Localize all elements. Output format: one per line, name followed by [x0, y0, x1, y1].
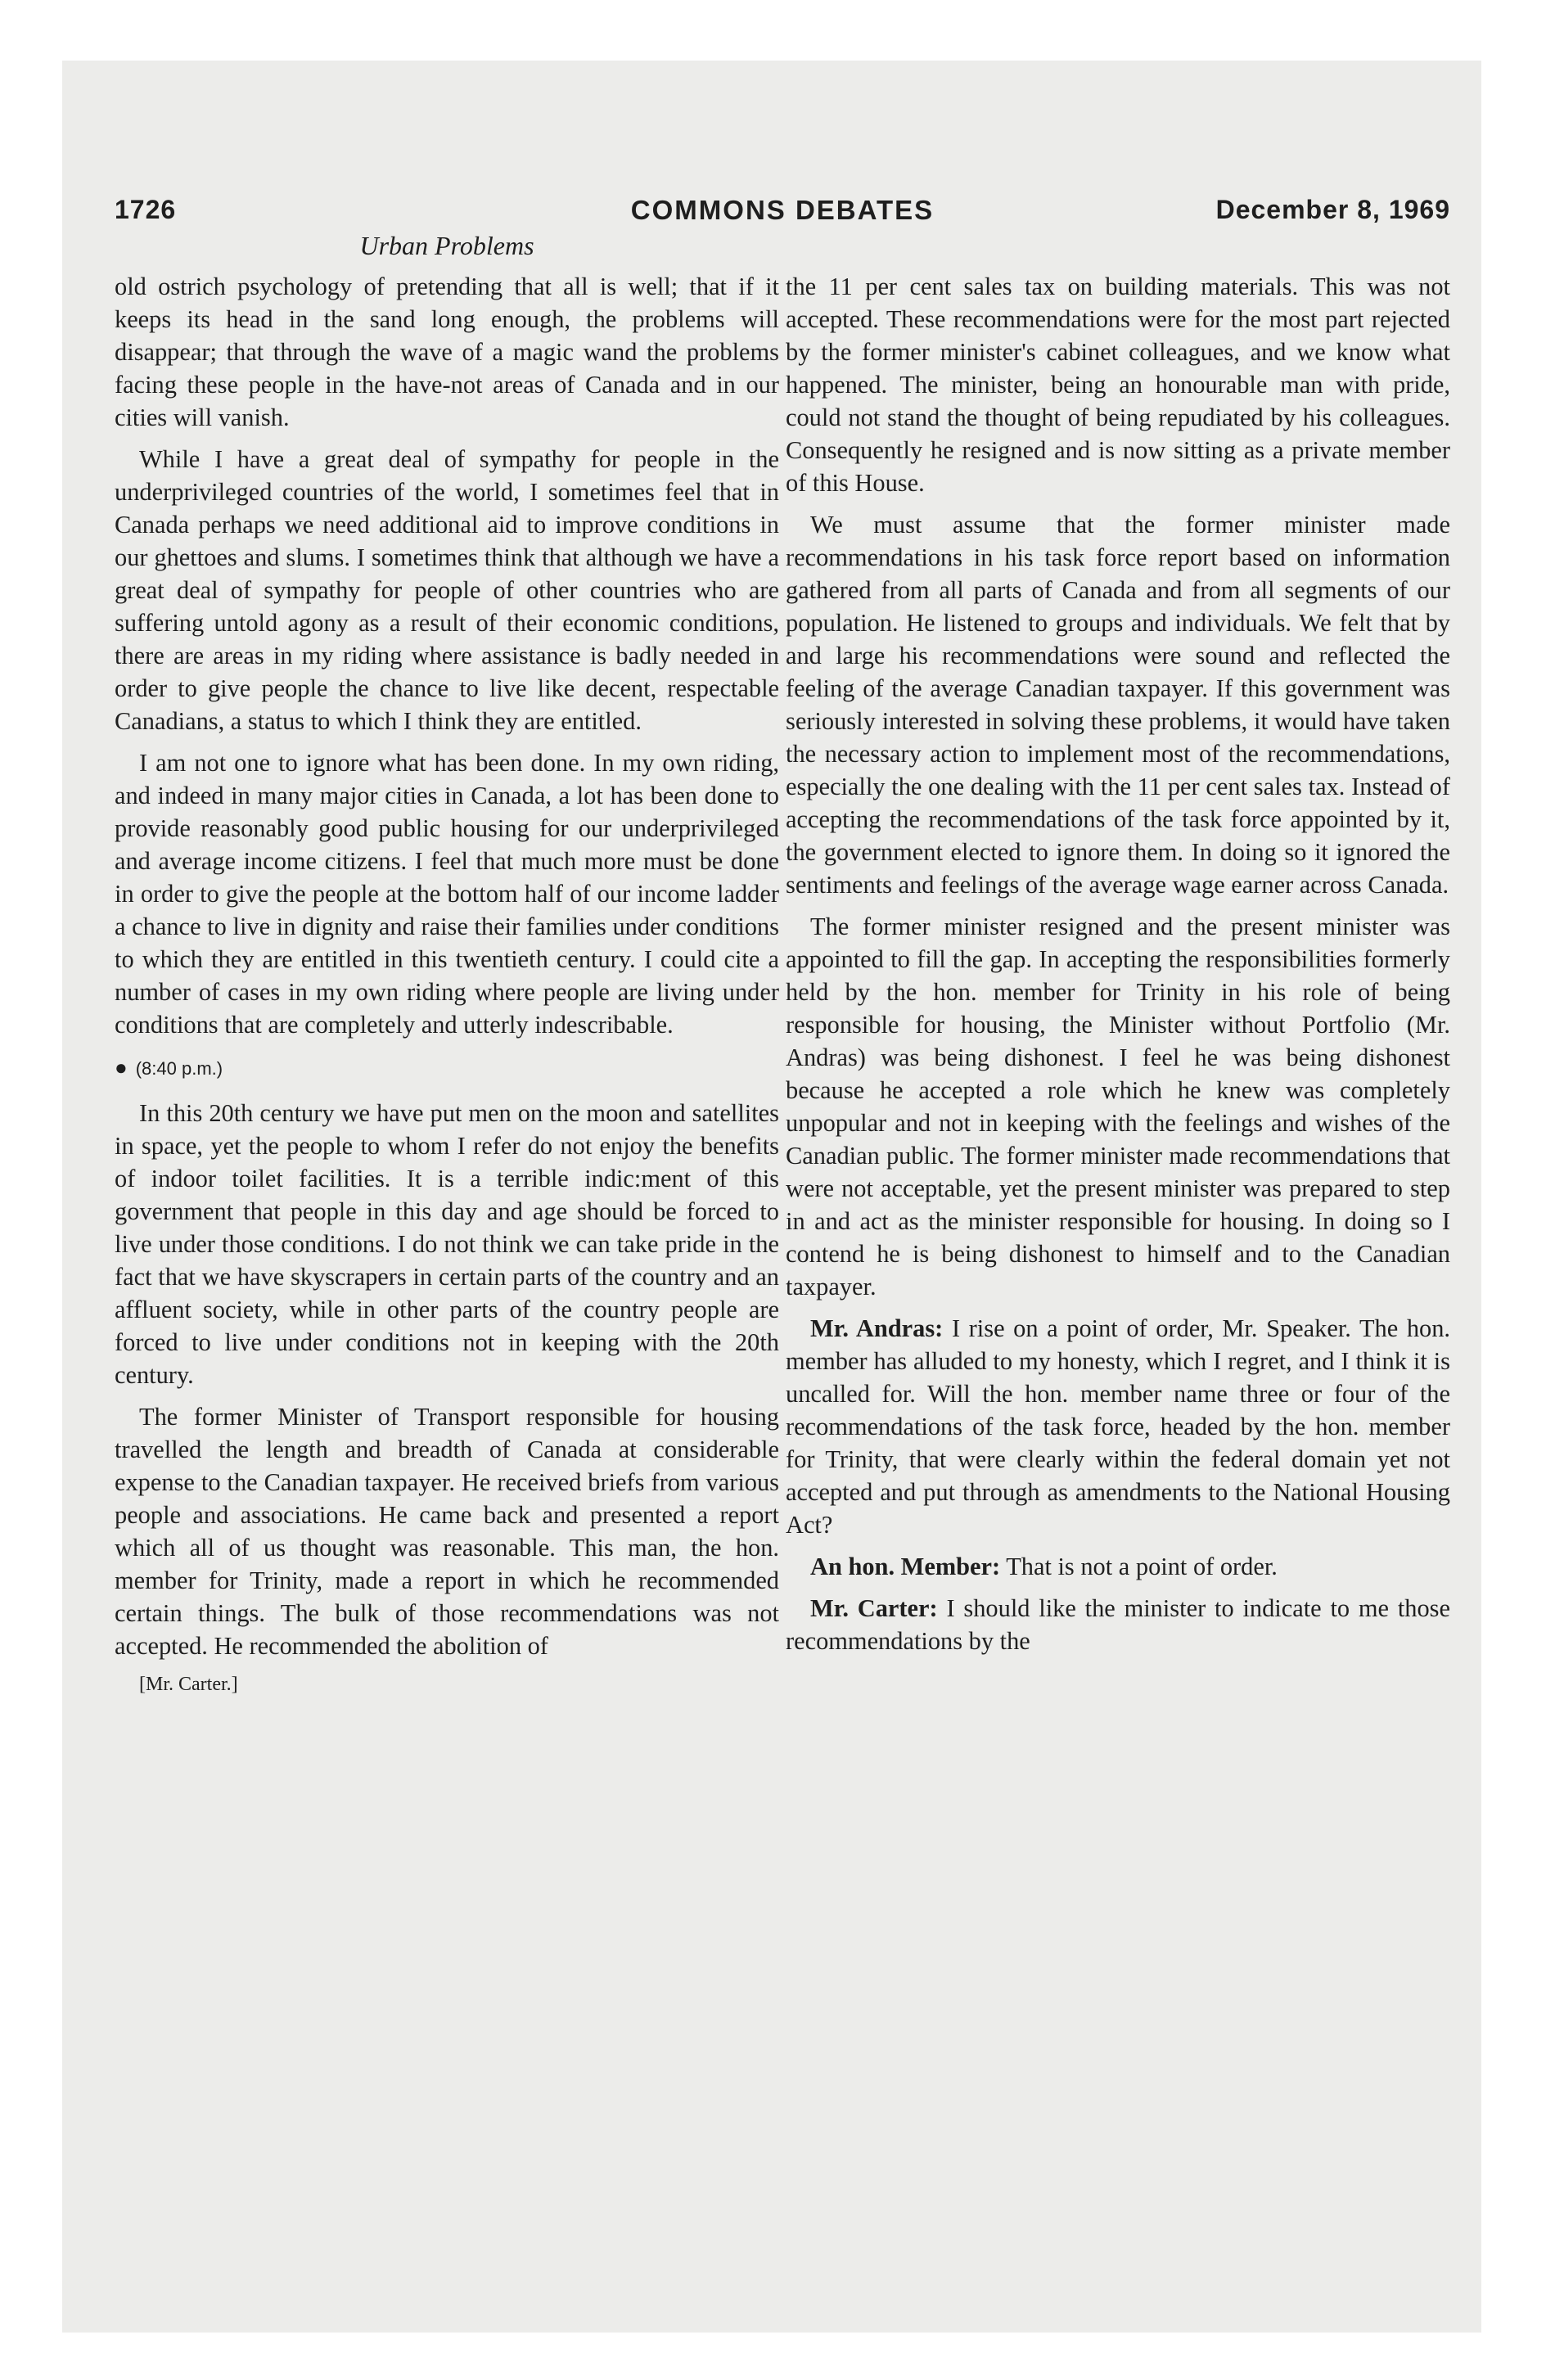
paragraph: We must assume that the former minister made recommendations in his task force report based on information gathered from all parts of Canada and from all segments of our population. He listened to groups and individuals. We felt that by and large his recommendations were sound and reflected the feeling of the average Canadian taxpayer. If this government was seriously interested in solving these problems, it would have taken the necessary action to implement most of the recommendations, especially the one dealing with the 11 per cent sales tax. Instead of accepting the recommendations of the task force appointed by it, the government elected to ignore them. In doing so it ignored the sentiments and feelings of the average wage earner across Canada.: [786, 511, 1450, 899]
time-stamp: (8:40 p.m.): [135, 1058, 223, 1079]
bullet-icon: ●: [115, 1055, 128, 1080]
paragraph: I am not one to ignore what has been done. In my own riding, and indeed in many major cities in Canada, a lot has been done to provide reasonably good public housing for our underprivileged and average income citizens. I feel that much more must be done in order to give the people at the bottom half of our income ladder a chance to live in dignity and raise their families under conditions to which they are entitled in this twentieth century. I could cite a number of cases in my own riding where people are living under conditions that are completely and utterly indescribable.: [115, 749, 779, 1039]
paragraph: The former minister resigned and the present minister was appointed to fill the gap. In accepting the responsibilities formerly held by the hon. member for Trinity in his role of being responsible for housing, the Minister without Portfolio (Mr. Andras) was being dishonest. I feel he was being dishonest because he accepted a role which he knew was completely unpopular and not in keeping with the feelings and wishes of the Canadian public. The former minister made recommendations that were not acceptable, yet the present minister was prepared to step in and act as the minister responsible for housing. In doing so I contend he is being dishonest to himself and to the Canadian taxpayer.: [786, 913, 1450, 1300]
speech: [786, 1592, 1450, 1657]
speaker-name: Mr. Andras:: [810, 1314, 944, 1342]
left-column: [115, 270, 779, 1697]
page-date: December 8, 1969: [1215, 195, 1450, 224]
paragraph: The former Minister of Transport responsible for housing travelled the length and breadth of Canada at considerable expense to the Canadian taxpayer. He received briefs from various people and associations. He came back and presented a report which all of us thought was reasonable. This man, the hon. member for Trinity, made a report in which he recommended certain things. The bulk of those recommendations was not accepted. He recommended the abolition of: [115, 1403, 779, 1660]
paragraph: old ostrich psychology of pretending that all is well; that if it keeps its head in the sand long enough, the problems will disappear; that through the wave of a magic wand the problems facing these people in the have-not areas of Canada and in our cities will vanish.: [115, 273, 779, 431]
paragraph: While I have a great deal of sympathy for people in the underprivileged countries of the world, I sometimes feel that in Canada perhaps we need additional aid to improve conditions in our ghettoes and slums. I sometimes think that although we have a great deal of sympathy for people of other countries who are suffering untold agony as a result of their economic conditions, there are areas in my riding where assistance is badly needed in order to give people the chance to live like decent, respectable Canadians, a status to which I think they are entitled.: [115, 445, 779, 735]
speech-text: That is not a point of order.: [1006, 1553, 1278, 1580]
right-column: [786, 270, 1450, 1666]
speaker-name: Mr. Carter:: [810, 1594, 938, 1622]
speaker-name: An hon. Member:: [810, 1553, 1001, 1580]
paragraph: the 11 per cent sales tax on building materials. This was not accepted. These recommendations were for the most part rejected by the former minister's cabinet colleagues, and we know what happened. The minister, being an honourable man with pride, could not stand the thought of being repudiated by his colleagues. Consequently he resigned and is now sitting as a private member of this House.: [786, 273, 1450, 497]
publication-title: COMMONS DEBATES: [630, 195, 935, 225]
time-marker: [115, 1051, 779, 1085]
page-number: 1726: [115, 195, 177, 224]
speech-text: I rise on a point of order, Mr. Speaker. The hon. member has alluded to my honesty, which I regret, and I think it is uncalled for. Will the hon. member name three or four of the recommendations of the task force, headed by the hon. member for Trinity, that were clearly within the federal domain yet not accepted and put through as amendments to the National Housing Act?: [786, 1314, 1450, 1539]
paragraph: In this 20th century we have put men on the moon and satellites in space, yet the people to whom I refer do not enjoy the benefits of indoor toilet facilities. It is a terrible indic:ment of this government that people in this day and age should be forced to live under those conditions. I do not think we can take pride in the fact that we have skyscrapers in certain parts of the country and an affluent society, while in other parts of the country people are forced to live under conditions not in keeping with the 20th century.: [115, 1099, 779, 1389]
page-header: [115, 195, 1450, 236]
speech: [786, 1312, 1450, 1541]
speech: [786, 1550, 1450, 1583]
speaker-footer: [Mr. Carter.]: [139, 1674, 238, 1695]
speech-text: I should like the minister to indicate to me those recommendations by the: [786, 1594, 1450, 1655]
section-title: Urban Problems: [359, 231, 534, 260]
